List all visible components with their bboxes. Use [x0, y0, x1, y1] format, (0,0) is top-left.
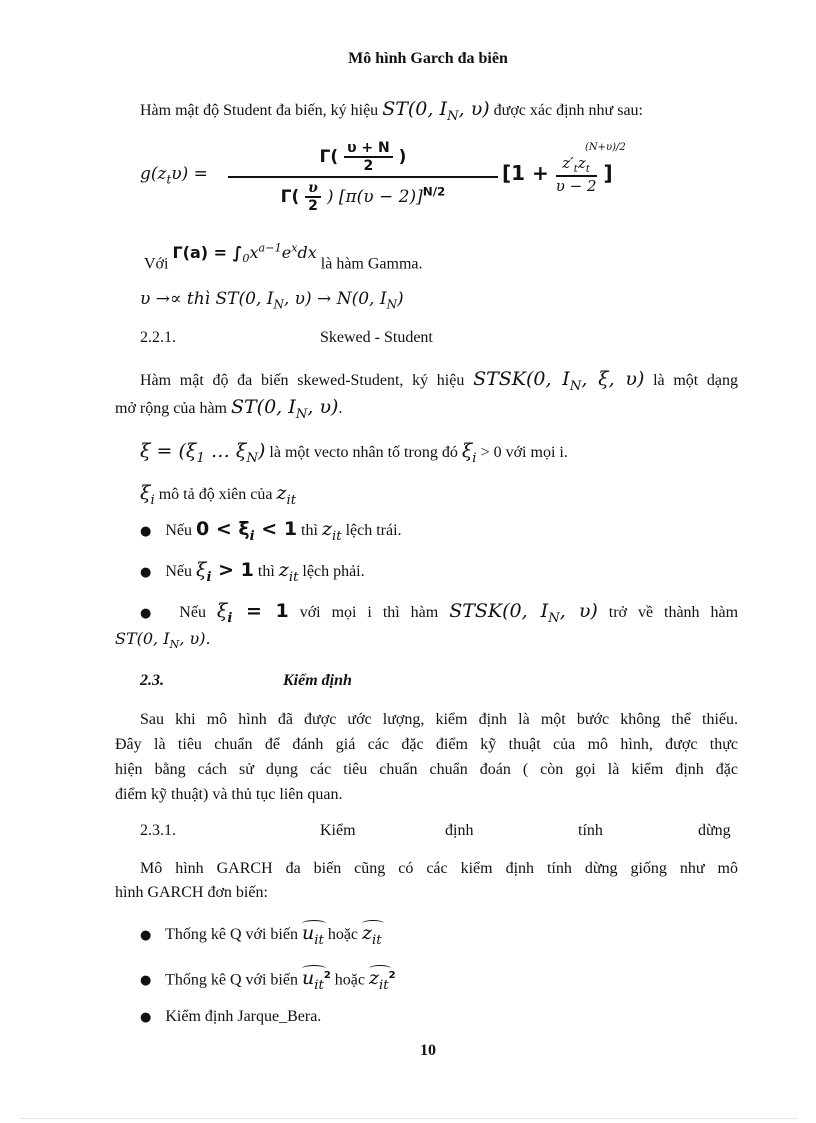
bullet3-line2: ST(0, $I_N$, υ). [115, 629, 211, 652]
section-2-3-number: 2.3. [140, 672, 164, 689]
formula-outer-exponent: (N+υ)/2 [585, 142, 626, 153]
formula-denominator: Γ( $\frac{\upsilon}{2}$ ) $[\pi(\upsilon - 2)]^{N/2}$ [280, 180, 446, 214]
limit-line: υ →∝ thì ST(0, $I_N$, υ) → N(0, $I_N$) [140, 289, 404, 312]
section-2-3-1-word4: dừng [698, 822, 731, 839]
list-item: ● Nếu $\xi_i = 1$ với mọi i thì hàm STSK(0, $I_N$, υ) trở về thành hàm [140, 600, 739, 626]
intro-text-2: được xác định như sau: [493, 102, 643, 119]
section-2-2-1-number: 2.2.1. [140, 329, 176, 346]
list-item: ● Nếu $0 < \xi_i < 1$ thì $z_{it}$ lệch trái. [140, 518, 402, 544]
bullet-icon: ● [140, 565, 152, 580]
section-2-3-1-number: 2.3.1. [140, 822, 176, 839]
gamma-prefix: Với [144, 255, 169, 273]
gamma-formula: $\Gamma(a) = \int_0x^{a-1}e^xdx$ [172, 242, 317, 266]
bullet-icon: ● [140, 606, 159, 621]
formula-lhs: $g(z_t\upsilon)$ = [140, 164, 208, 187]
gamma-suffix: là hàm Gamma. [320, 255, 423, 273]
skew-description: $\xi_i$ mô tả độ xiên của $z_{it}$ [140, 482, 297, 508]
kd-paragraph-line1: Sau khi mô hình đã được ước lượng, kiểm định là một bước không thể thiếu. [140, 711, 738, 728]
gamma-line [144, 242, 423, 281]
section-2-3-title: Kiểm định [283, 672, 352, 689]
list-item: ● Kiểm định Jarque_Bera. [140, 1008, 322, 1025]
garch-paragraph-line2: hình GARCH đơn biến: [115, 884, 268, 901]
bullet-icon: ● [140, 928, 152, 943]
skew-paragraph-line2: mở rộng của hàm ST(0, $I_N$, υ). [115, 396, 343, 422]
bullet-icon: ● [140, 524, 152, 539]
formula-bracket: [1 + $\frac{z'_tz_t}{\upsilon - 2}$ ] [502, 154, 613, 195]
kd-paragraph-line3: hiện bằng cách sử dụng các tiêu chuẩn chuẩn đoán ( còn gọi là kiểm định đặc [115, 761, 738, 778]
section-2-3-1-word3: tính [578, 822, 603, 839]
list-item: ● Thống kê Q với biến $u_{it}^2$ hoặc $z_{it}^2$ [140, 965, 396, 997]
list-item: ● Nếu $\xi_i > 1$ thì $z_{it}$ lệch phải. [140, 559, 365, 585]
formula-numerator: Γ( $\frac{\upsilon + N}{2}$ ) [228, 140, 498, 178]
page-title: Mô hình Garch đa biên [348, 50, 508, 67]
section-2-3-1-word1: Kiểm [320, 822, 356, 839]
section-2-2-1-title: Skewed - Student [320, 329, 433, 346]
garch-paragraph-line1: Mô hình GARCH đa biến cũng có các kiểm định tính dừng giống như mô [140, 860, 738, 877]
skew-paragraph-line1: Hàm mật độ đa biến skewed-Student, ký hiệu STSK(0, $I_N$, ξ, υ) là một dạng [140, 368, 739, 394]
formula-main-fraction [228, 140, 498, 214]
list-item: ● Thống kê Q với biến $u_{it}$ hoặc $z_{it}$ [140, 922, 382, 952]
st-symbol: ST(0, $I_N$, υ) [382, 98, 490, 124]
kd-paragraph-line2: Đây là tiêu chuẩn để đánh giá các đặc điểm kỹ thuật của mô hình, được thực [115, 736, 738, 753]
section-2-3-1-word2: định [445, 822, 474, 839]
intro-text: Hàm mật độ Student đa biến, ký hiệu [140, 102, 379, 119]
intro-paragraph [140, 98, 643, 128]
bullet-icon: ● [140, 1010, 152, 1025]
bullet-icon: ● [140, 973, 152, 989]
kd-paragraph-line4: điểm kỹ thuật) và thủ tục liên quan. [115, 786, 343, 803]
page-number: 10 [420, 1042, 436, 1059]
xi-vector-line: $\xi = (\xi_1$ … $\xi_N$) là một vecto nhân tố trong đó $\xi_i > 0$ với mọi i. [140, 440, 568, 466]
page-bottom-border [20, 1118, 796, 1119]
